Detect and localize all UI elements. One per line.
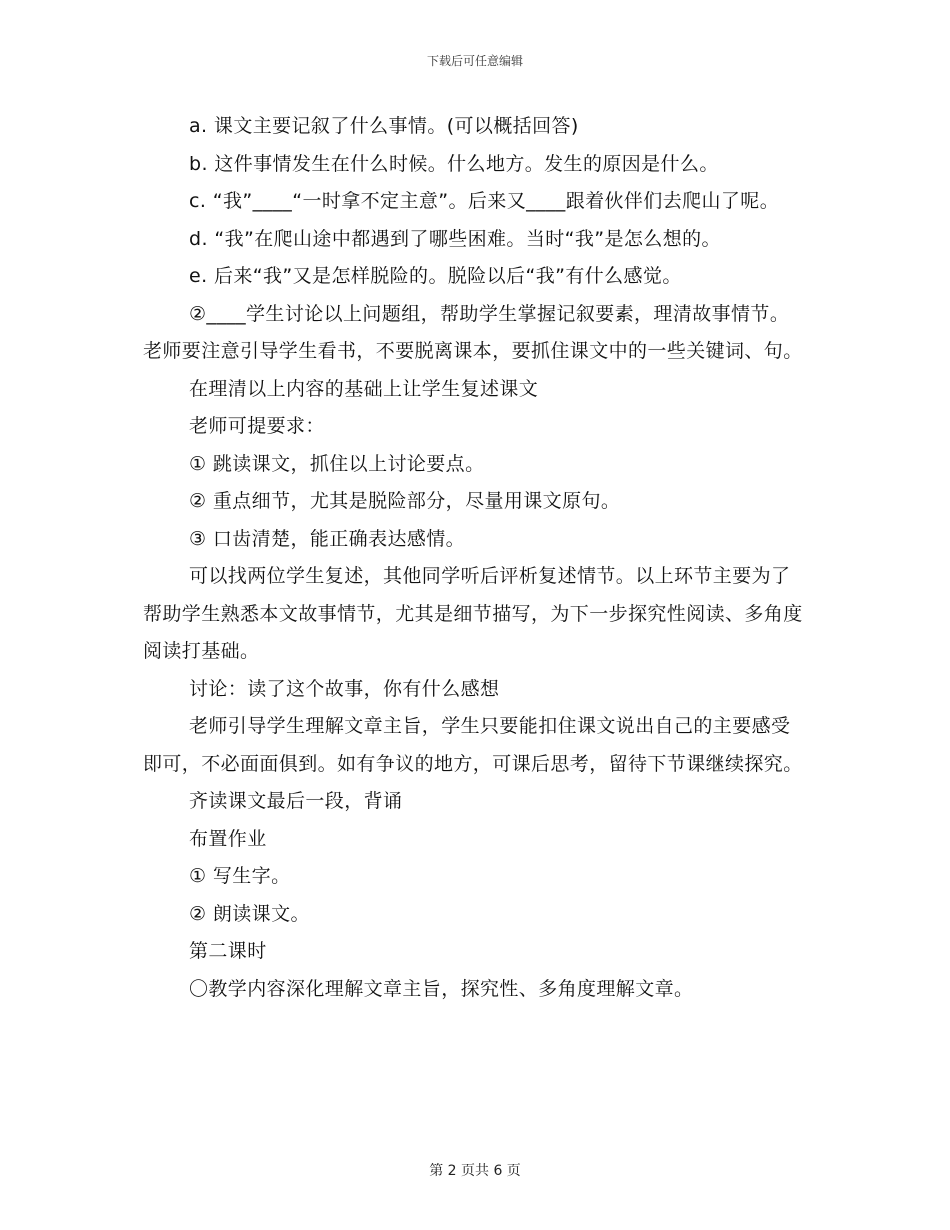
question-c: c. “我”____“一时拿不定主意”。后来又____跟着伙伴们去爬山了呢。 bbox=[189, 190, 780, 212]
discussion-paragraph: ②____学生讨论以上问题组，帮助学生掌握记叙要素，理清故事情节。老师要注意引导学生看书，不要脱离课本，要抓住课文中的一些关键词、句。 bbox=[143, 302, 803, 362]
requirements-heading: 老师可提要求： bbox=[189, 415, 325, 437]
page-header: 下载后可任意编辑 bbox=[426, 54, 523, 68]
discussion-prompt: 讨论：读了这个故事，你有什么感想 bbox=[189, 677, 500, 700]
question-b: b. 这件事情发生在什么时候。什么地方。发生的原因是什么。 bbox=[189, 152, 719, 175]
requirement-item-2: ② 重点细节，尤其是脱险部分，尽量用课文原句。 bbox=[189, 490, 621, 512]
homework-heading: 布置作业 bbox=[189, 827, 267, 850]
retell-evaluation-paragraph: 可以找两位学生复述，其他同学听后评析复述情节。以上环节主要为了帮助学生熟悉本文故事情节，尤其是细节描写，为下一步探究性阅读、多角度阅读打基础。 bbox=[143, 565, 803, 662]
retell-paragraph: 在理清以上内容的基础上让学生复述课文 bbox=[189, 377, 539, 400]
page-footer: 第 2 页共 6 页 bbox=[429, 1163, 521, 1179]
second-lesson-content: 〇教学内容深化理解文章主旨，探究性、多角度理解文章。 bbox=[189, 977, 694, 1000]
question-a: a. 课文主要记叙了什么事情。(可以概括回答) bbox=[189, 115, 579, 137]
homework-item-2: ② 朗读课文。 bbox=[189, 902, 310, 925]
homework-item-1: ① 写生字。 bbox=[189, 865, 291, 887]
requirement-item-3: ③ 口齿清楚，能正确表达感情。 bbox=[189, 527, 466, 550]
recite-paragraph: 齐读课文最后一段，背诵 bbox=[189, 790, 403, 812]
requirement-item-1: ① 跳读课文，抓住以上讨论要点。 bbox=[189, 452, 485, 475]
question-e: e. 后来“我”又是怎样脱险的。脱险以后“我”有什么感觉。 bbox=[189, 265, 682, 287]
second-lesson-heading: 第二课时 bbox=[189, 940, 267, 962]
document-body bbox=[143, 108, 803, 1008]
theme-guidance-paragraph: 老师引导学生理解文章主旨，学生只要能扣住课文说出自己的主要感受即可，不必面面俱到。如有争议的地方，可课后思考，留待下节课继续探究。 bbox=[143, 715, 803, 775]
question-d: d. “我”在爬山途中都遇到了哪些困难。当时“我”是怎么想的。 bbox=[189, 227, 721, 250]
